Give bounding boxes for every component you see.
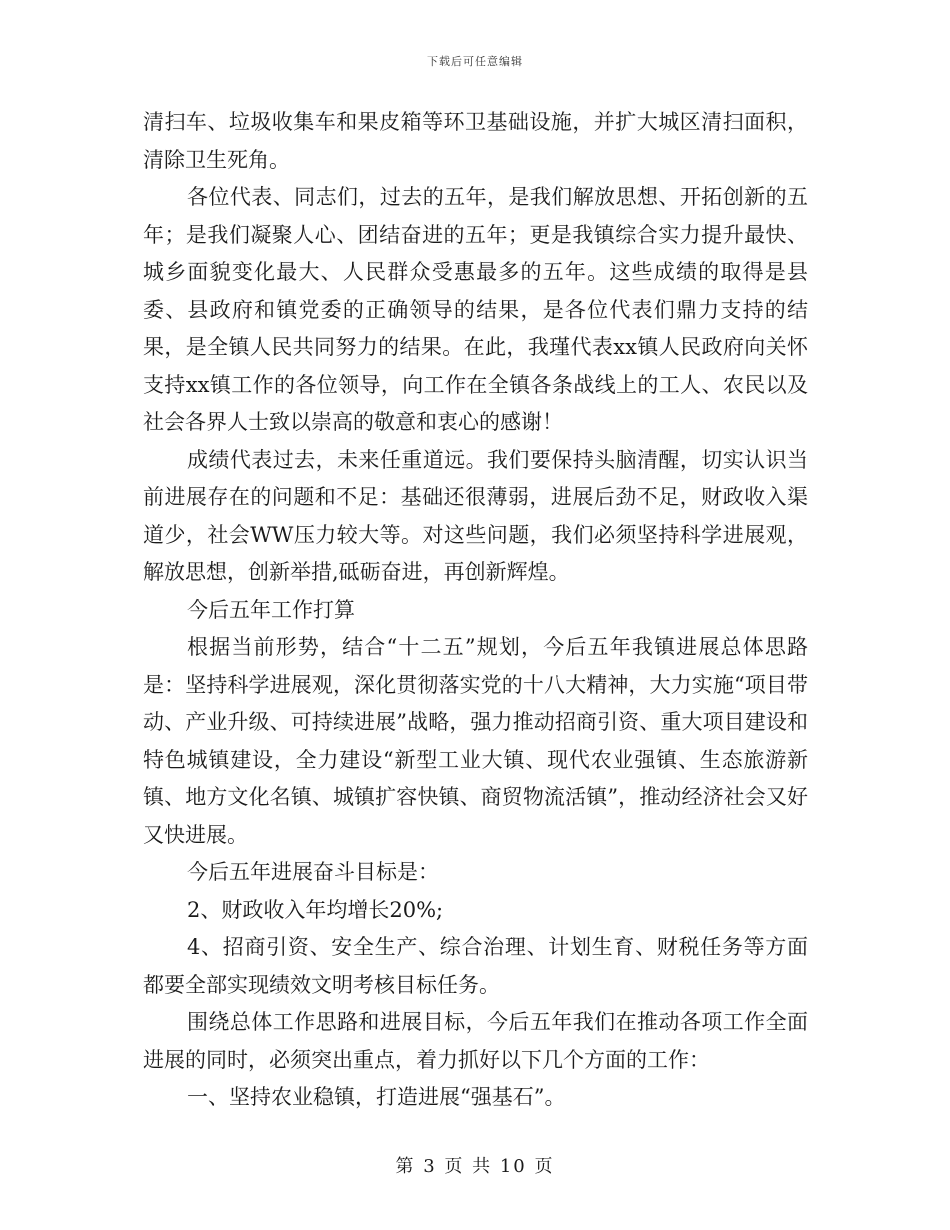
paragraph-9: 围绕总体工作思路和进展目标，今后五年我们在推动各项工作全面进展的同时，必须突出重点，着力抓好以下几个方面的工作：: [143, 1010, 808, 1072]
page-header: 下载后可任意编辑: [427, 55, 523, 68]
paragraph-2: 各位代表、同志们，过去的五年，是我们解放思想、开拓创新的五年；是我们凝聚人心、团结奋进的五年；更是我镇综合实力提升最快、城乡面貌变化最大、人民群众受惠最多的五年。这些成绩的取得是县委、县政府和镇党委的正确领导的结果，是各位代表们鼎力支持的结果，是全镇人民共同努力的结果。在此，我瑾代表xx镇人民政府向关怀支持xx镇工作的各位领导，向工作在全镇各条战线上的工人、农民以及社会各界人士致以崇高的敬意和衷心的感谢！: [143, 185, 808, 434]
section-heading: 今后五年工作打算: [187, 597, 355, 622]
paragraph-1: 清扫车、垃圾收集车和果皮箱等环卫基础设施，并扩大城区清扫面积，清除卫生死角。: [143, 110, 808, 172]
page-number: 第 3 页 共 10 页: [395, 1156, 555, 1177]
paragraph-3: 成绩代表过去，未来任重道远。我们要保持头脑清醒，切实认识当前进展存在的问题和不足：基础还很薄弱，进展后劲不足，财政收入渠道少，社会WW压力较大等。对这些问题，我们必须坚持科学进展观，解放思想，创新举措,砥砺奋进，再创新辉煌。: [143, 447, 808, 584]
paragraph-10: 一、坚持农业稳镇，打造进展“强基石”。: [187, 1085, 566, 1109]
paragraph-6: 今后五年进展奋斗目标是：: [187, 860, 439, 884]
paragraph-8: 4、招商引资、安全生产、综合治理、计划生育、财税任务等方面都要全部实现绩效文明考核目标任务。: [143, 935, 808, 997]
paragraph-7: 2、财政收入年均增长20%;: [187, 897, 444, 922]
paragraph-5: 根据当前形势，结合“十二五”规划，今后五年我镇进展总体思路是：坚持科学进展观，深化贯彻落实党的十八大精神，大力实施“项目带动、产业升级、可持续进展”战略，强力推动招商引资、重大项目建设和特色城镇建设，全力建设“新型工业大镇、现代农业强镇、生态旅游新镇、地方文化名镇、城镇扩容快镇、商贸物流活镇”，推动经济社会又好又快进展。: [143, 635, 808, 847]
document-body: [143, 104, 808, 1117]
